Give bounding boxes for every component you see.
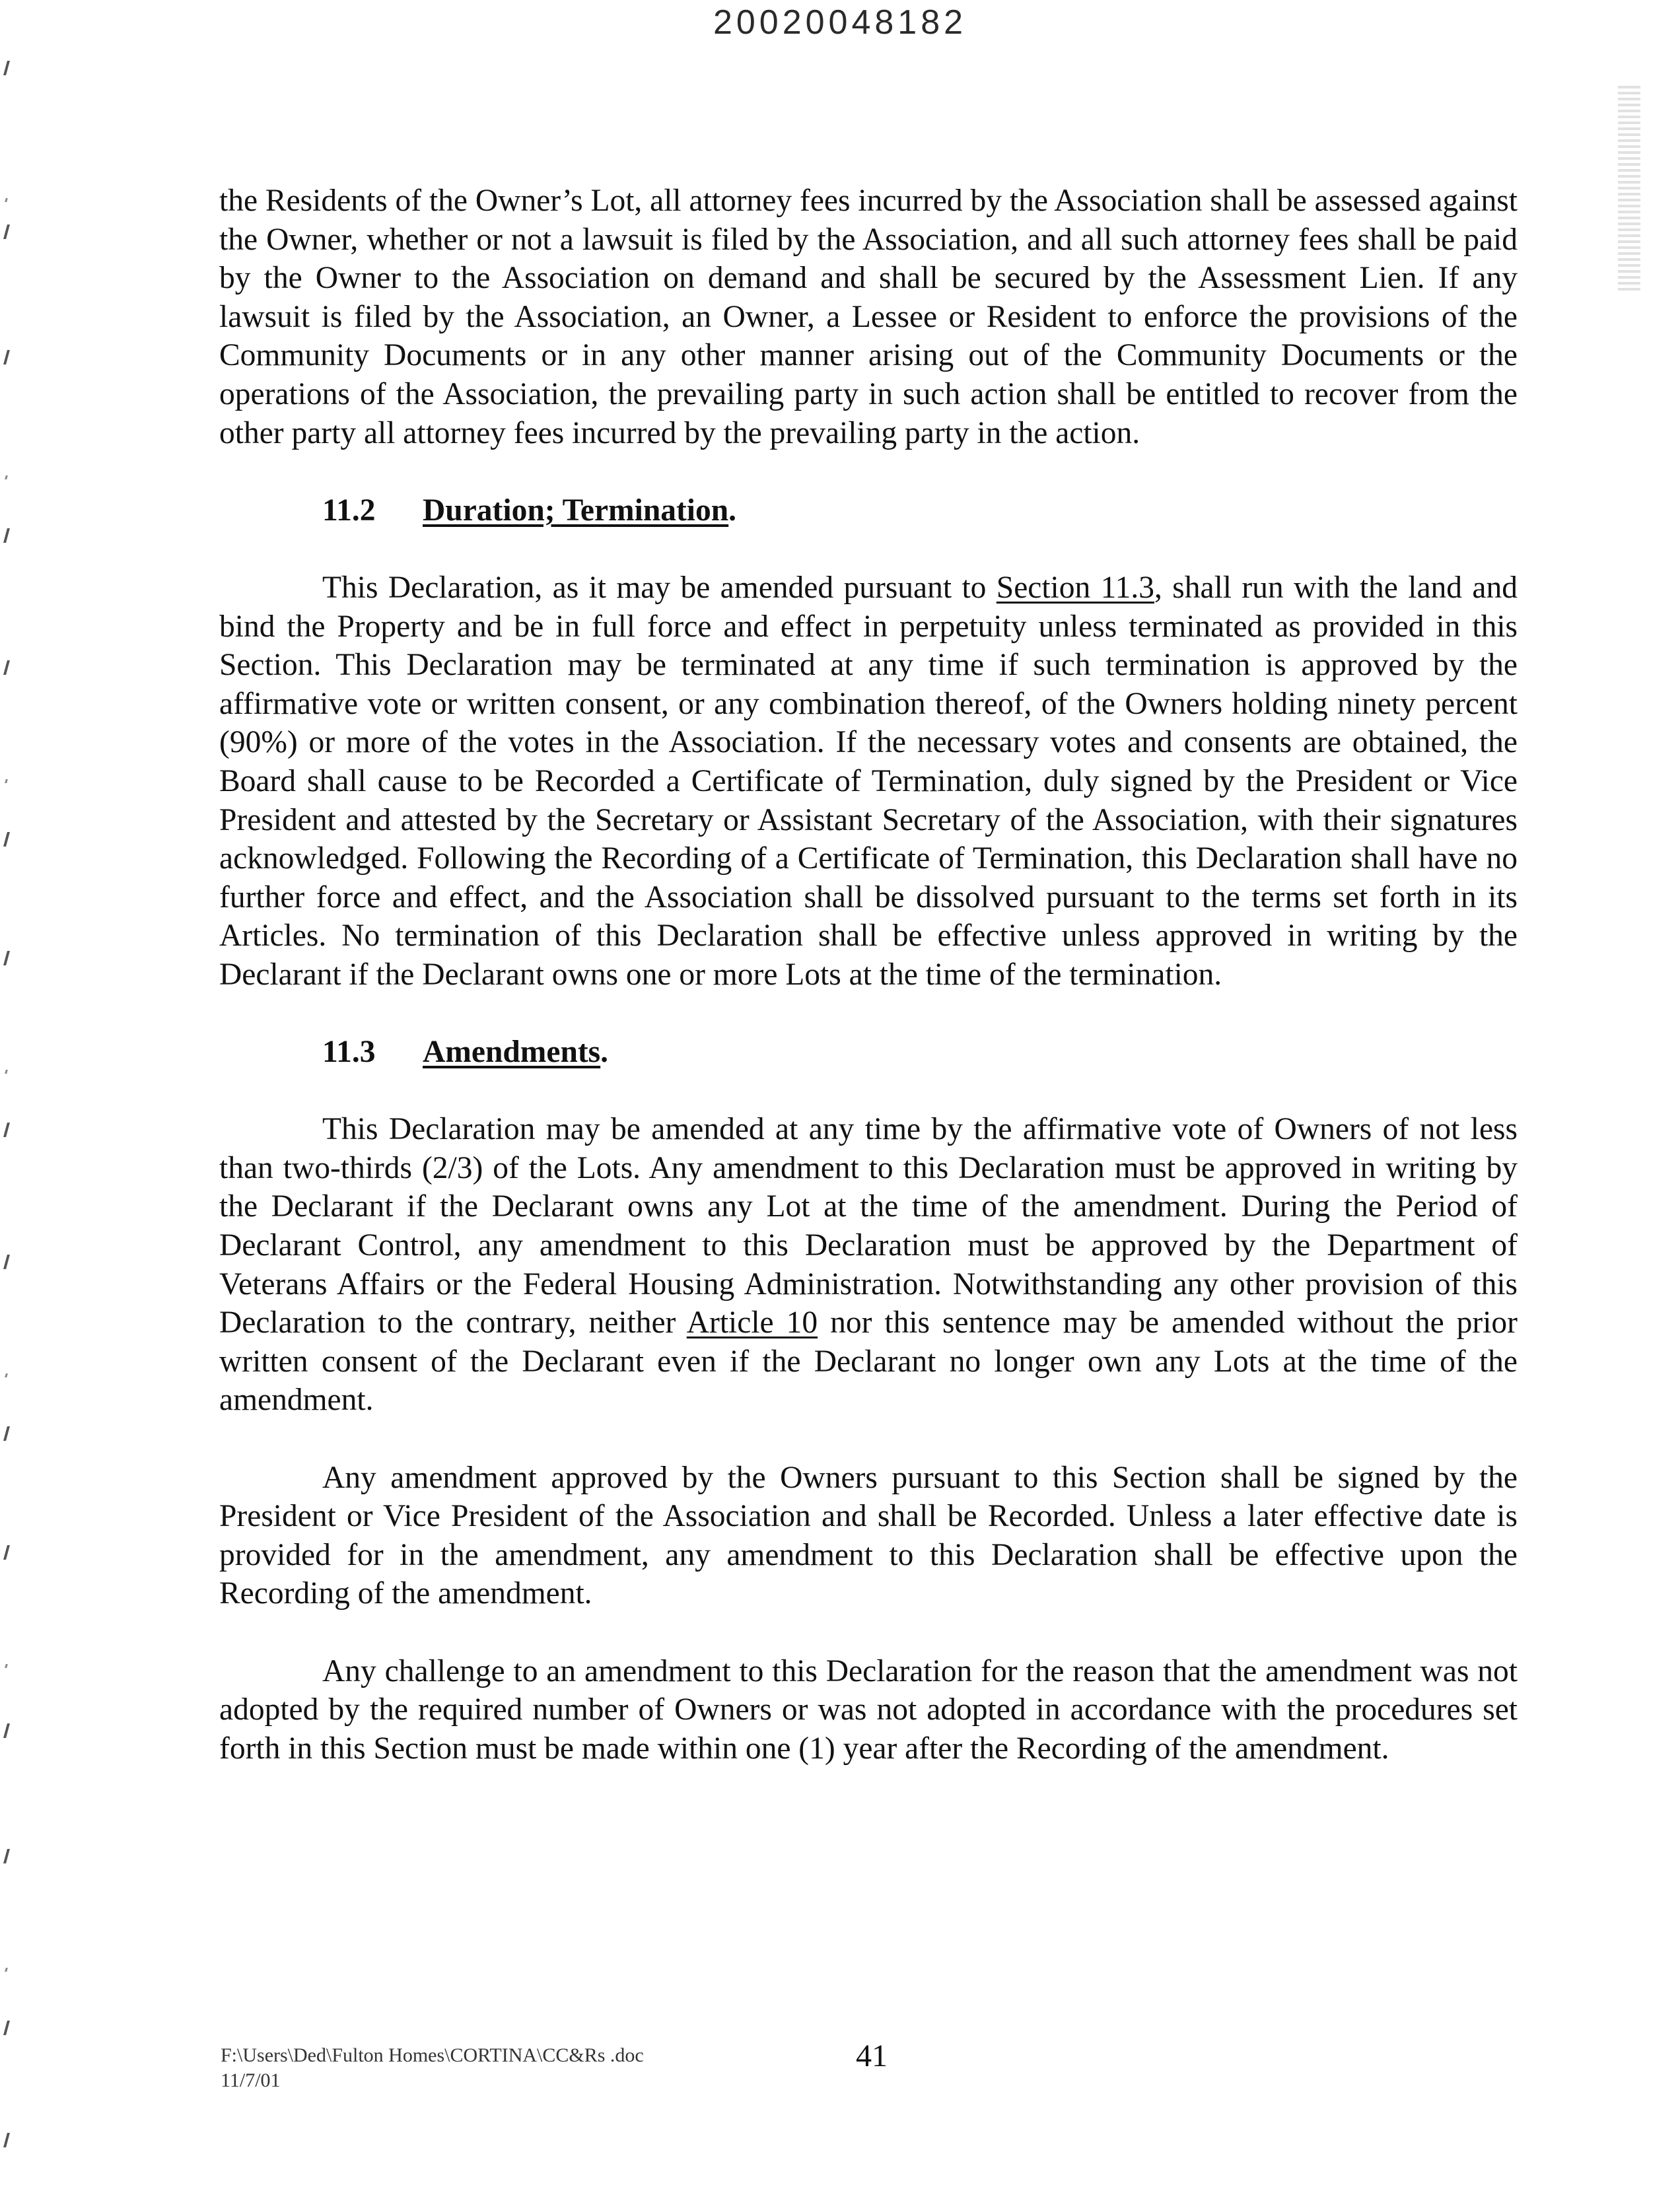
amendments-paragraph-1 [219,1110,1518,1420]
footer-file-path: F:\Users\Ded\Fulton Homes\CORTINA\CC&Rs .doc [221,2044,644,2066]
paragraph-text: This Declaration, as it may be amended pursuant to [322,570,997,605]
paragraph-text: nor this sentence may be amended without the prior written consent of the Declarant even if the Declarant no longer own any Lots at the time of the amendment. [219,1305,1518,1418]
section-11-3-heading [219,1033,1518,1072]
left-margin-scan-marks [0,0,26,2187]
page-number: 41 [856,2038,888,2073]
section-number: 11.2 [322,493,376,528]
intro-paragraph: the Residents of the Owner’s Lot, all attorney fees incurred by the Association shall be assessed against the Owner, whether or not a lawsuit is filed by the Association, and all such attorney fees shall be paid by the Owner to the Association on demand and shall be secured by the Assessment Lien. If any lawsuit is filed by the Association, an Owner, a Lessee or Resident to enforce the provisions of the Community Documents or in any other manner arising out of the Community Documents or the operations of the Association, the prevailing party in such action shall be entitled to recover from the other party all attorney fees incurred by the prevailing party in the action. [219,184,1518,450]
footer-date: 11/7/01 [221,2069,281,2091]
document-body [219,182,1518,1768]
section-title: Duration; Termination [423,493,729,528]
recording-number-stamp: 20020048182 [713,3,967,42]
duration-termination-paragraph [219,569,1518,994]
amendments-paragraph-3: Any challenge to an amendment to this Declaration for the reason that the amendment was not adopted by the required number of Owners or was not adopted in accordance with the procedures set forth in this Section must be made within one (1) year after the Recording of the amendment. [219,1653,1518,1766]
scan-artifact-stamp [1618,86,1640,291]
paragraph-text: This Declaration may be amended at any time by the affirmative vote of Owners of not less than two-thirds (2/3) of the Lots. Any amendment to this Declaration must be approved in writing by the Declarant if the Declarant owns any Lot at the time of the amendment. During the Period of Declarant Control, any amendment to this Declaration must be approved by the Department of Veterans Affairs or the Federal Housing Administration. Notwithstanding any other provision of this Declaration to the contrary, neither [219,1112,1518,1340]
amendments-paragraph-2: Any amendment approved by the Owners pursuant to this Section shall be signed by the President or Vice President of the Association and shall be Recorded. Unless a later effective date is provided for in the amendment, any amendment to this Declaration shall be effective upon the Recording of the amendment. [219,1460,1518,1611]
section-11-2-heading [219,491,1518,530]
footer-file-info [221,2043,644,2093]
paragraph-text: , shall run with the land and bind the Property and be in full force and effect in perpetuity unless terminated as provided in this Section. This Declaration may be terminated at any time if such termination is approved by the affirmative vote or written consent, or any combination thereof, of the Owners holding ninety percent (90%) or more of the votes in the Association. If the necessary votes and consents are obtained, the Board shall cause to be Recorded a Certificate of Termination, duly signed by the President or Vice President and attested by the Secretary or Assistant Secretary of the Association, with their signatures acknowledged. Following the Recording of a Certificate of Termination, this Declaration shall have no further force and effect, and the Association shall be dissolved pursuant to the terms set forth in its Articles. No termination of this Declaration shall be effective unless approved in writing by the Declarant if the Declarant owns one or more Lots at the time of the termination. [219,570,1518,992]
section-reference: Section 11.3 [996,570,1154,605]
section-number: 11.3 [322,1035,376,1070]
article-reference: Article 10 [686,1305,818,1340]
section-title: Amendments [423,1035,601,1070]
section-title-period: . [600,1035,609,1070]
section-title-period: . [728,493,737,528]
